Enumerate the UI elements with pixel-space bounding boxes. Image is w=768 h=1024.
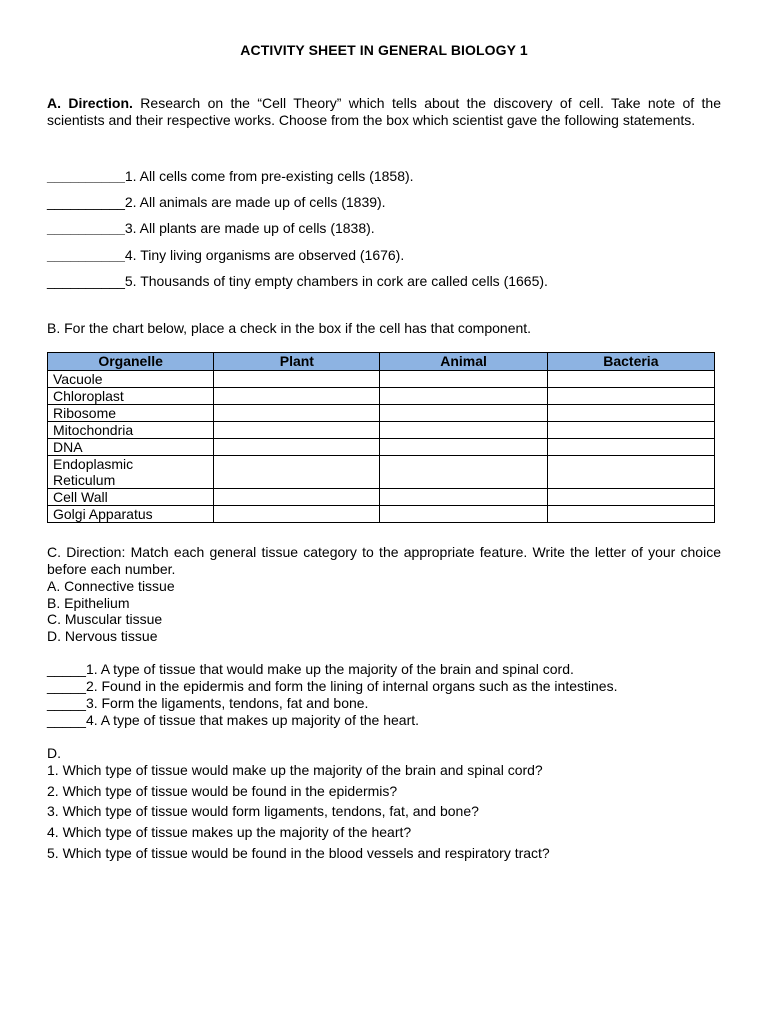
- section-a-item-text: 2. All animals are made up of cells (1839).: [124, 194, 386, 210]
- organelle-cell: Chloroplast: [48, 388, 214, 405]
- section-d-question-2: 2. Which type of tissue would be found in the epidermis?: [47, 783, 398, 799]
- section-d-question-5: 5. Which type of tissue would be found in the blood vessels and respiratory tract?: [47, 845, 550, 861]
- answer-blank[interactable]: _____: [47, 695, 86, 711]
- answer-blank[interactable]: __________: [47, 220, 125, 236]
- section-a-direction: [47, 95, 721, 129]
- plant-check-box[interactable]: [214, 439, 380, 456]
- answer-blank[interactable]: _____: [47, 661, 86, 677]
- plant-check-box[interactable]: [214, 456, 380, 489]
- section-a-item-5: [47, 273, 548, 290]
- section-d-label: D.: [47, 745, 61, 761]
- animal-check-box[interactable]: [380, 489, 547, 506]
- organelle-cell: Endoplasmic Reticulum: [48, 456, 214, 489]
- section-a-item-text: 1. All cells come from pre-existing cells (1858).: [124, 168, 414, 184]
- tissue-choice-c: C. Muscular tissue: [47, 611, 163, 627]
- tissue-choice-d: D. Nervous tissue: [47, 628, 158, 644]
- section-c-item-text: 3. Form the ligaments, tendons, fat and bone.: [85, 695, 369, 711]
- plant-check-box[interactable]: [214, 506, 380, 523]
- section-b-direction: B. For the chart below, place a check in the box if the cell has that component.: [47, 320, 532, 336]
- organelle-chart: [47, 352, 715, 523]
- bacteria-check-box[interactable]: [547, 439, 714, 456]
- section-a-item-1: [47, 168, 414, 185]
- chart-header-row: [48, 353, 715, 371]
- bacteria-check-box[interactable]: [547, 388, 714, 405]
- plant-check-box[interactable]: [214, 489, 380, 506]
- table-row: [48, 371, 715, 388]
- organelle-cell: Cell Wall: [48, 489, 214, 506]
- answer-blank[interactable]: __________: [47, 168, 125, 184]
- section-a-item-2: [47, 194, 386, 211]
- animal-check-box[interactable]: [380, 456, 547, 489]
- header-plant: Plant: [214, 353, 380, 371]
- answer-blank[interactable]: __________: [47, 247, 125, 263]
- bacteria-check-box[interactable]: [547, 506, 714, 523]
- tissue-choice-a: A. Connective tissue: [47, 578, 175, 594]
- answer-blank[interactable]: _____: [47, 712, 86, 728]
- section-d-question-4: 4. Which type of tissue makes up the majority of the heart?: [47, 824, 412, 840]
- table-row: [48, 506, 715, 523]
- bacteria-check-box[interactable]: [547, 489, 714, 506]
- section-c-direction: C. Direction: Match each general tissue category to the appropriate feature. Write the letter of your choice before each number.: [47, 544, 721, 577]
- section-c-item-1: [47, 661, 574, 678]
- organelle-cell: DNA: [48, 439, 214, 456]
- bacteria-check-box[interactable]: [547, 405, 714, 422]
- table-row: [48, 456, 715, 489]
- animal-check-box[interactable]: [380, 422, 547, 439]
- table-row: [48, 388, 715, 405]
- plant-check-box[interactable]: [214, 422, 380, 439]
- answer-blank[interactable]: __________: [47, 194, 125, 210]
- animal-check-box[interactable]: [380, 388, 547, 405]
- tissue-choice-b: B. Epithelium: [47, 595, 130, 611]
- animal-check-box[interactable]: [380, 405, 547, 422]
- page-title: ACTIVITY SHEET IN GENERAL BIOLOGY 1: [240, 42, 528, 58]
- section-a-label: A. Direction.: [47, 95, 133, 111]
- plant-check-box[interactable]: [214, 388, 380, 405]
- table-row: [48, 405, 715, 422]
- section-c-item-4: [47, 712, 419, 729]
- animal-check-box[interactable]: [380, 506, 547, 523]
- answer-blank[interactable]: __________: [47, 273, 125, 289]
- header-organelle: Organelle: [48, 353, 214, 371]
- section-a-item-4: [47, 247, 404, 264]
- animal-check-box[interactable]: [380, 439, 547, 456]
- bacteria-check-box[interactable]: [547, 371, 714, 388]
- section-c-item-3: [47, 695, 368, 712]
- header-animal: Animal: [380, 353, 547, 371]
- section-c-item-text: 4. A type of tissue that makes up majority of the heart.: [85, 712, 420, 728]
- section-d-question-1: 1. Which type of tissue would make up the majority of the brain and spinal cord?: [47, 762, 543, 778]
- section-c-item-text: 1. A type of tissue that would make up the majority of the brain and spinal cord.: [85, 661, 574, 677]
- table-row: [48, 489, 715, 506]
- organelle-cell: Ribosome: [48, 405, 214, 422]
- section-a-item-3: [47, 220, 375, 237]
- section-c-item-2: [47, 678, 617, 695]
- table-row: [48, 422, 715, 439]
- plant-check-box[interactable]: [214, 405, 380, 422]
- table-row: [48, 439, 715, 456]
- organelle-cell: Golgi Apparatus: [48, 506, 214, 523]
- section-a-text: Research on the “Cell Theory” which tells about the discovery of cell. Take note of the scientists and their respective works. Choose from the box which scientist gave the following statements.: [47, 95, 721, 128]
- section-a-item-text: 3. All plants are made up of cells (1838).: [124, 220, 375, 236]
- bacteria-check-box[interactable]: [547, 456, 714, 489]
- organelle-cell: Mitochondria: [48, 422, 214, 439]
- animal-check-box[interactable]: [380, 371, 547, 388]
- section-c-item-text: 2. Found in the epidermis and form the lining of internal organs such as the intestines.: [85, 678, 618, 694]
- answer-blank[interactable]: _____: [47, 678, 86, 694]
- bacteria-check-box[interactable]: [547, 422, 714, 439]
- section-a-item-text: 4. Tiny living organisms are observed (1676).: [124, 247, 405, 263]
- header-bacteria: Bacteria: [547, 353, 714, 371]
- section-d-question-3: 3. Which type of tissue would form ligaments, tendons, fat, and bone?: [47, 803, 479, 819]
- organelle-cell: Vacuole: [48, 371, 214, 388]
- section-a-item-text: 5. Thousands of tiny empty chambers in cork are called cells (1665).: [124, 273, 548, 289]
- plant-check-box[interactable]: [214, 371, 380, 388]
